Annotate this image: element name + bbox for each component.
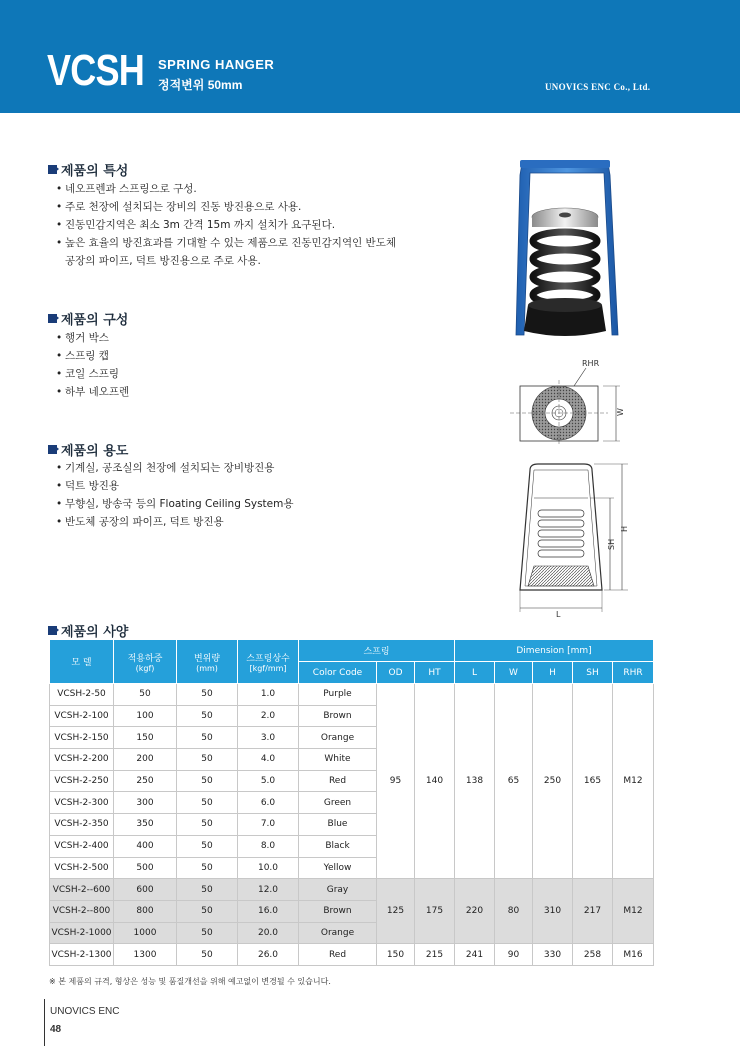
l-label: L — [556, 610, 561, 619]
spec-note: ※ 본 제품의 규격, 형상은 성능 및 품질개선을 위해 예고없이 변경될 수 있습니다. — [49, 977, 331, 986]
spring-rate-cell: 1.0 — [238, 684, 299, 706]
spec-table — [49, 639, 654, 966]
model-cell: VCSH-2--800 — [50, 900, 114, 922]
rhr-cell: M12 — [613, 879, 654, 944]
spring-rate-cell: 20.0 — [238, 922, 299, 944]
list-item: • 행거 박스 — [56, 329, 129, 347]
specs-heading — [48, 621, 128, 640]
load-cell: 1300 — [114, 944, 177, 966]
model-cell: VCSH-2-200 — [50, 749, 114, 771]
spring-rate-cell: 8.0 — [238, 835, 299, 857]
product-photo — [510, 155, 625, 345]
product-subtitle-en: SPRING HANGER — [158, 57, 275, 72]
od-cell: 95 — [377, 684, 415, 879]
table-row — [50, 944, 654, 966]
color-code-cell: Red — [299, 770, 377, 792]
list-item: • 코일 스프링 — [56, 365, 129, 383]
deflection-cell: 50 — [177, 857, 238, 879]
footer-divider — [44, 999, 45, 1046]
header-band — [0, 0, 740, 113]
rhr-cell: M16 — [613, 944, 654, 966]
deflection-cell: 50 — [177, 705, 238, 727]
list-item-line: • 높은 효율의 방진효과를 기대할 수 있는 제품으로 진동민감지역인 반도체 — [65, 237, 396, 249]
side-view-drawing — [508, 462, 638, 622]
color-code-cell: Purple — [299, 684, 377, 706]
list-item-line: 공장의 파이프, 덕트 방진용으로 주로 사용. — [65, 255, 261, 267]
load-cell: 200 — [114, 749, 177, 771]
col-deflection: 변위량 (mm) — [177, 640, 238, 684]
od-cell: 125 — [377, 879, 415, 944]
table-header-row — [50, 640, 654, 662]
deflection-cell: 50 — [177, 749, 238, 771]
col-group-spring: 스프링 — [299, 640, 455, 662]
l-cell: 241 — [455, 944, 495, 966]
color-code-cell: Orange — [299, 922, 377, 944]
col-h: H — [533, 662, 573, 684]
ht-cell: 140 — [415, 684, 455, 879]
model-cell: VCSH-2-1000 — [50, 922, 114, 944]
list-item: • 덕트 방진용 — [56, 477, 294, 495]
rhr-label: RHR — [582, 359, 600, 368]
w-cell: 65 — [495, 684, 533, 879]
load-cell: 50 — [114, 684, 177, 706]
deflection-cell: 50 — [177, 814, 238, 836]
color-code-cell: Green — [299, 792, 377, 814]
color-code-cell: Orange — [299, 727, 377, 749]
w-cell: 90 — [495, 944, 533, 966]
spring-rate-cell: 26.0 — [238, 944, 299, 966]
features-heading — [48, 160, 128, 179]
model-cell: VCSH-2-150 — [50, 727, 114, 749]
load-cell: 600 — [114, 879, 177, 901]
sh-cell: 258 — [573, 944, 613, 966]
spring-rate-cell: 5.0 — [238, 770, 299, 792]
h-label: H — [620, 525, 629, 532]
load-cell: 350 — [114, 814, 177, 836]
color-code-cell: Yellow — [299, 857, 377, 879]
model-cell: VCSH-2--600 — [50, 879, 114, 901]
col-group-dimension: Dimension [mm] — [455, 640, 654, 662]
l-cell: 138 — [455, 684, 495, 879]
model-cell: VCSH-2-100 — [50, 705, 114, 727]
list-item — [56, 234, 396, 270]
model-cell: VCSH-2-500 — [50, 857, 114, 879]
deflection-cell: 50 — [177, 684, 238, 706]
list-item: • 반도체 공장의 파이프, 덕트 방진용 — [56, 513, 294, 531]
col-model: 모 델 — [50, 640, 114, 684]
spring-rate-cell: 7.0 — [238, 814, 299, 836]
w-label: W — [616, 408, 625, 416]
h-cell: 330 — [533, 944, 573, 966]
specs-title: 제품의 사양 — [61, 625, 129, 640]
deflection-cell: 50 — [177, 770, 238, 792]
deflection-cell: 50 — [177, 922, 238, 944]
load-cell: 150 — [114, 727, 177, 749]
col-od: OD — [377, 662, 415, 684]
list-item: • 진동민감지역은 최소 3m 간격 15m 까지 설치가 요구된다. — [56, 216, 396, 234]
section-arrow-icon — [48, 314, 57, 323]
usage-list — [56, 459, 294, 531]
list-item: • 스프링 캡 — [56, 347, 129, 365]
color-code-cell: Red — [299, 944, 377, 966]
composition-heading — [48, 309, 128, 328]
color-code-cell: Brown — [299, 705, 377, 727]
spring-rate-cell: 2.0 — [238, 705, 299, 727]
usage-title: 제품의 용도 — [61, 444, 129, 459]
model-cell: VCSH-2-50 — [50, 684, 114, 706]
load-cell: 500 — [114, 857, 177, 879]
sh-cell: 217 — [573, 879, 613, 944]
list-item: • 하부 네오프렌 — [56, 383, 129, 401]
model-cell: VCSH-2-1300 — [50, 944, 114, 966]
section-arrow-icon — [48, 626, 57, 635]
col-color-code: Color Code — [299, 662, 377, 684]
list-item: • 네오프렌과 스프링으로 구성. — [56, 180, 396, 198]
od-cell: 150 — [377, 944, 415, 966]
section-arrow-icon — [48, 165, 57, 174]
deflection-cell: 50 — [177, 727, 238, 749]
composition-title: 제품의 구성 — [61, 313, 129, 328]
load-cell: 100 — [114, 705, 177, 727]
color-code-cell: Blue — [299, 814, 377, 836]
features-title: 제품의 특성 — [61, 164, 129, 179]
top-view-drawing — [508, 356, 638, 451]
l-cell: 220 — [455, 879, 495, 944]
col-sh: SH — [573, 662, 613, 684]
list-item: • 주로 천장에 설치되는 장비의 진동 방진용으로 사용. — [56, 198, 396, 216]
table-row — [50, 879, 654, 901]
col-ht: HT — [415, 662, 455, 684]
model-cell: VCSH-2-250 — [50, 770, 114, 792]
color-code-cell: White — [299, 749, 377, 771]
h-cell: 250 — [533, 684, 573, 879]
load-cell: 800 — [114, 900, 177, 922]
list-item: • 무향실, 방송국 등의 Floating Ceiling System용 — [56, 495, 294, 513]
composition-list — [56, 329, 129, 401]
model-cell: VCSH-2-350 — [50, 814, 114, 836]
ht-cell: 175 — [415, 879, 455, 944]
spring-rate-cell: 10.0 — [238, 857, 299, 879]
product-subtitle-ko: 정적변위 50mm — [158, 78, 243, 92]
rhr-cell: M12 — [613, 684, 654, 879]
load-cell: 250 — [114, 770, 177, 792]
ht-cell: 215 — [415, 944, 455, 966]
list-item: • 기계실, 공조실의 천장에 설치되는 장비방진용 — [56, 459, 294, 477]
usage-heading — [48, 440, 128, 459]
deflection-cell: 50 — [177, 835, 238, 857]
color-code-cell: Black — [299, 835, 377, 857]
spring-rate-cell: 4.0 — [238, 749, 299, 771]
col-load: 적용하중 (kgf) — [114, 640, 177, 684]
spring-rate-cell: 12.0 — [238, 879, 299, 901]
footer-brand: UNOVICS ENC — [50, 1006, 120, 1017]
deflection-cell: 50 — [177, 792, 238, 814]
deflection-cell: 50 — [177, 944, 238, 966]
company-name: UNOVICS ENC Co., Ltd. — [545, 82, 651, 92]
load-cell: 1000 — [114, 922, 177, 944]
sh-label: SH — [607, 538, 616, 550]
product-logo: VCSH — [47, 46, 144, 95]
deflection-cell: 50 — [177, 900, 238, 922]
load-cell: 400 — [114, 835, 177, 857]
col-rhr: RHR — [613, 662, 654, 684]
spec-table-body — [50, 684, 654, 966]
h-cell: 310 — [533, 879, 573, 944]
color-code-cell: Gray — [299, 879, 377, 901]
section-arrow-icon — [48, 445, 57, 454]
features-list — [56, 180, 396, 270]
table-row — [50, 684, 654, 706]
load-cell: 300 — [114, 792, 177, 814]
spring-rate-cell: 16.0 — [238, 900, 299, 922]
sh-cell: 165 — [573, 684, 613, 879]
spring-rate-cell: 3.0 — [238, 727, 299, 749]
spring-rate-cell: 6.0 — [238, 792, 299, 814]
color-code-cell: Brown — [299, 900, 377, 922]
col-l: L — [455, 662, 495, 684]
col-w: W — [495, 662, 533, 684]
w-cell: 80 — [495, 879, 533, 944]
page-number: 48 — [50, 1024, 62, 1035]
deflection-cell: 50 — [177, 879, 238, 901]
model-cell: VCSH-2-400 — [50, 835, 114, 857]
col-spring-rate: 스프링상수 [kgf/mm] — [238, 640, 299, 684]
model-cell: VCSH-2-300 — [50, 792, 114, 814]
